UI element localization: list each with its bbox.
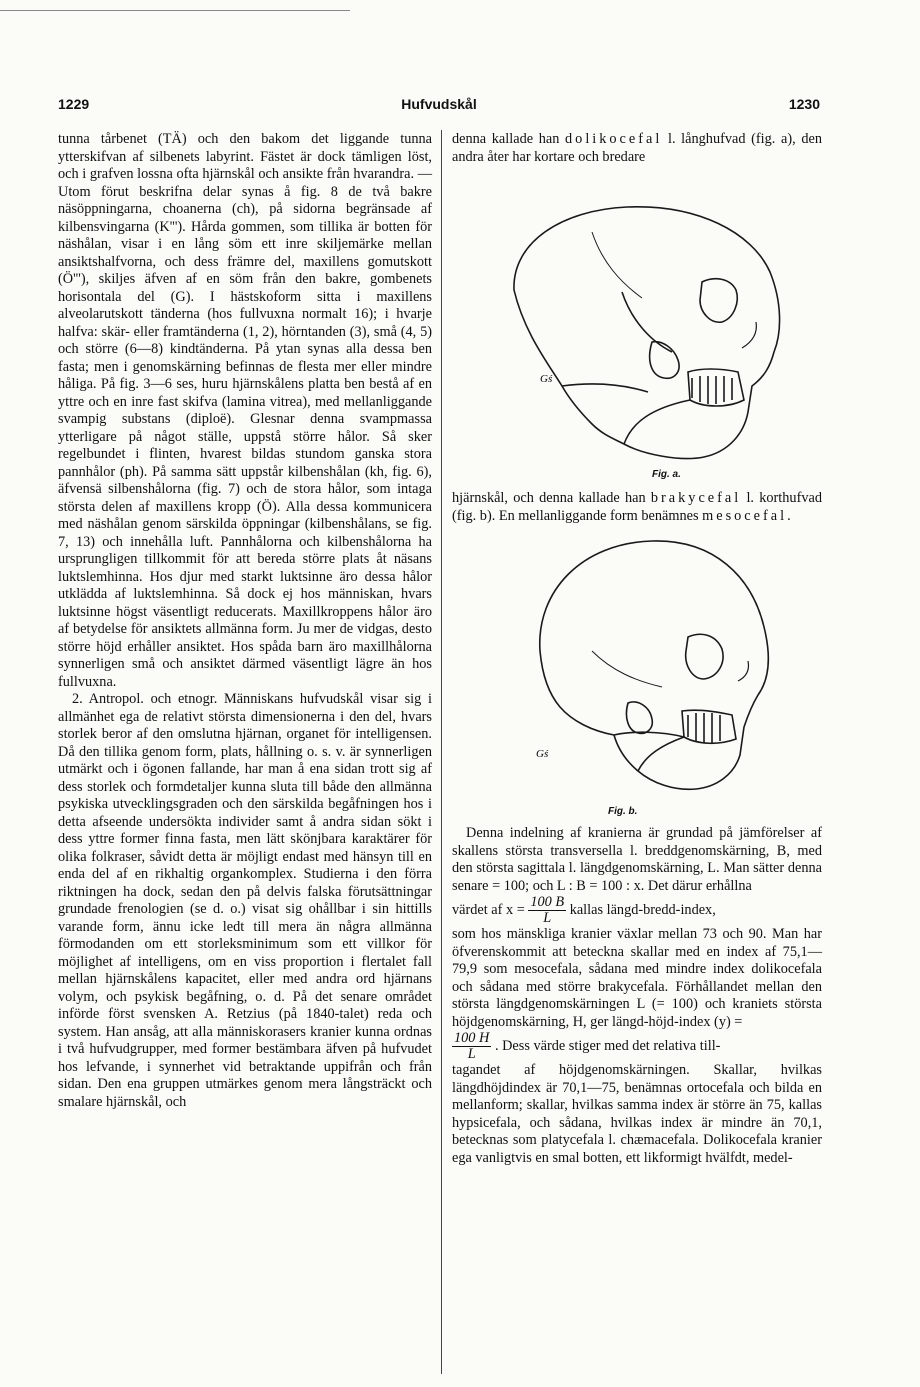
right-paragraph-4: som hos mänskliga kranier växlar mellan 73 och 90. Man har öfverenskommit att beteckna skallar med en index af 75,1—79,9 som mesocefala, sådana med mindre index dolikocefala och sådana med större brakycefala. Förhållandet mellan den största längdgenomskärningen L (= 100) och kraniets största höjdgenomskärning, H, ger längd-höjd-index (y) = <box>452 926 822 1030</box>
fraction-100H-over-L <box>452 1031 491 1062</box>
text-run: denna kallade han <box>452 131 566 147</box>
right-paragraph-5: tagandet af höjdgenomskärningen. Skallar, hvilkas längdhöjdindex är 70,1—75, benämnas ortocefala och bilda en mellanform; skallar, hvilkas samma index är större än 75, kallas hypsicefala, och sådana, hvilkas index är mindre än 70,1, betecknas som platycefala l. chæmacefala. Dolikocefala kranier ega vanligtvis en smal botten, ett likformigt hvälfdt, medel- <box>452 1062 822 1166</box>
figure-a <box>452 172 822 480</box>
right-paragraph-3: Denna indelning af kranierna är grundad på jämförelser af skallens största transversella l. breddgenomskärning, B, med den största sagittala l. längdgenomskärning, L. Man sätter denna senare = 100; och L : B = 100 : x. Det därur erhållna <box>452 825 822 894</box>
figure-b <box>452 531 822 817</box>
left-paragraph-2: 2. Antropol. och etnogr. Människans hufvudskål visar sig i allmänhet ega de relativt största dimensionerna i den del, hvars storlek beror af den omslutna hjärnan, organet för intelligensen. Då den tillika genom form, plats, hållning o. s. v. är synnerligen utmärkt och i ögonen fallande, har man å ena sidan trott sig af dess storlek och formdetaljer kunna sluta till både den allmänna psykiska utvecklingsgraden och den särskilda begåfningen hos i detta afseende undersökta individer samt å andra sidan sökt i dess yttre former finna fasta, men lätt skönjbara karaktärer för olika folkraser, såvidt detta är möjligt endast med hänsyn till en enda del af en rikhaltig organkomplex. Studierna i den förra riktningen ha dock, sedan den på delvis falska förutsättningar grundade frenologien (se d. o.) visat sig ohållbar i sin hittills varande form, ännu icke ledt till mera än några allmänna förmodanden om ett storleksminimum som ett villkor för möjlighet af intelligens, om en viss proportion i flertalet fall mellan hjärnskålens kapacitet, eller med andra ord hjärnans volym, och psykisk begåfning, o. d. På det senare området införde först svensken A. Retzius (på 1840-talet) reda och system. Han ansåg, att alla människorasers kranier kunna ordnas i två hufvudgrupper, med former bestämbara äfven på hufvudet hos lefvande, i synnerhet vid betraktande uppifrån och från sidan. Den ena gruppen utmärkes genom mera långsträckt och smalare hjärnskål, och <box>58 691 432 1110</box>
formula-length-height <box>452 1031 822 1062</box>
skull-dolichocephalic-illustration <box>452 172 822 472</box>
fraction-denominator: L <box>467 1046 476 1062</box>
running-title: Hufvudskål <box>401 96 477 112</box>
text-run: . <box>787 507 791 524</box>
left-column <box>58 131 432 1111</box>
term-mesocefal: mesocefal <box>702 507 788 524</box>
fraction-denominator: L <box>543 910 552 926</box>
text-run: l. korthufvad (fig. b). En mellanliggande form benämnes <box>452 490 822 524</box>
left-paragraph-1: tunna tårbenet (TÄ) och den bakom det liggande tunna ytterskifvan af silbenets labyrint. Fästet är dock tämligen löst, och i grafven lossna ofta hjärnskål och ansikte från hvarandra. — Utom förut beskrifna delar synas å fig. 8 de två bakre näsöppningarna, choanerna (ch), på sidorna begränsade af kilbensvingarna (K'''). Hårda gommen, som tillika är botten för näshålan, visar i en lång söm ett inre skiljemärke mellan ansiktshalfvorna, och dess främre del, maxillens gomutskott (Ö'''), skiljes äfven af en söm från den bakre, gombenets horisontala del (G). I hästskoform sitta i maxillens alveolarutskott tänderna (hos fullvuxna normalt 16); i hvarje halfva: skär- eller framtänderna (1, 2), hörntanden (3), små (4, 5) och större (6—8) kindtänderna. På ytan synas alla dessa ben fasta; men i genomskärning befinnas de flesta mer eller mindre håliga. På fig. 3—6 ses, huru hjärnskålens platta ben bestå af en yttre och en inre fast skifva (lamina vitrea), med mellanliggande svampig substans (diploë). Glesnar denna svampmassa ytterligare på något ställe, uppstå större hålor. Så sker regelbundet i flinten, hvarest bildas stundom ganska stora pannhålor (ph). På samma sätt uppstår kilbenshålan (kh, fig. 6), äfvensä silbenshålorna (fig. 7) och de stora hålor, som intaga största delen af maxillens kropp (Ö). Alla dessa kommunicera med näshålan genom särskilda öppningar (kilbenshålans, se fig. 7, 13) och innehålla luft. Pannhålorna och kilbenshålorna ha ursprungligen tillkommit för att bereda större plats åt näsans luktslemhinna. Hos djur med starkt luktsinne äro dessa hålor utklädda af luktslemhinna. Så dock ej hos människan, hvars luktsinne högst väsentligt reducerats. Maxillkroppens hålor äro af betydelse för ansiktets allmänna form. Ju mer de vidgas, desto större höjd erhåller ansiktet. Hos spåda barn äro maxillhålorna synnerligen små och ansiktet därmed väsentligt lägre än hos fullvuxna. <box>58 131 432 690</box>
top-scan-line <box>0 10 350 11</box>
text-run: hjärnskål, och denna kallade han <box>452 490 651 506</box>
fraction-100B-over-L <box>528 895 566 926</box>
right-column <box>452 131 822 1167</box>
figure-a-caption: Fig. a. <box>652 469 681 480</box>
formula-prefix: värdet af x = <box>452 901 525 918</box>
formula-suffix: . Dess värde stiger med det relativa till- <box>494 1037 721 1054</box>
page-number-right: 1230 <box>788 96 820 112</box>
figure-a-label: Gś <box>540 373 553 385</box>
column-divider <box>441 130 442 1374</box>
fraction-numerator: 100 B <box>530 894 565 910</box>
term-dolikocefal: dolikocefal <box>565 131 663 147</box>
figure-b-caption: Fig. b. <box>608 806 638 817</box>
text-run: l. långhufvad (fig. a), den andra åter har kortare och bredare <box>452 131 822 165</box>
page-number-left: 1229 <box>58 96 90 112</box>
skull-brachycephalic-illustration <box>452 531 822 811</box>
term-brakycefal: brakycefal <box>650 490 742 506</box>
figure-b-label: Gś <box>536 748 549 760</box>
right-paragraph-2 <box>452 490 822 525</box>
formula-length-breadth <box>452 895 822 926</box>
fraction-numerator: 100 H <box>454 1030 490 1046</box>
formula-suffix: kallas längd-bredd-index, <box>569 901 716 918</box>
right-paragraph-1 <box>452 131 822 166</box>
page-header <box>58 96 820 118</box>
